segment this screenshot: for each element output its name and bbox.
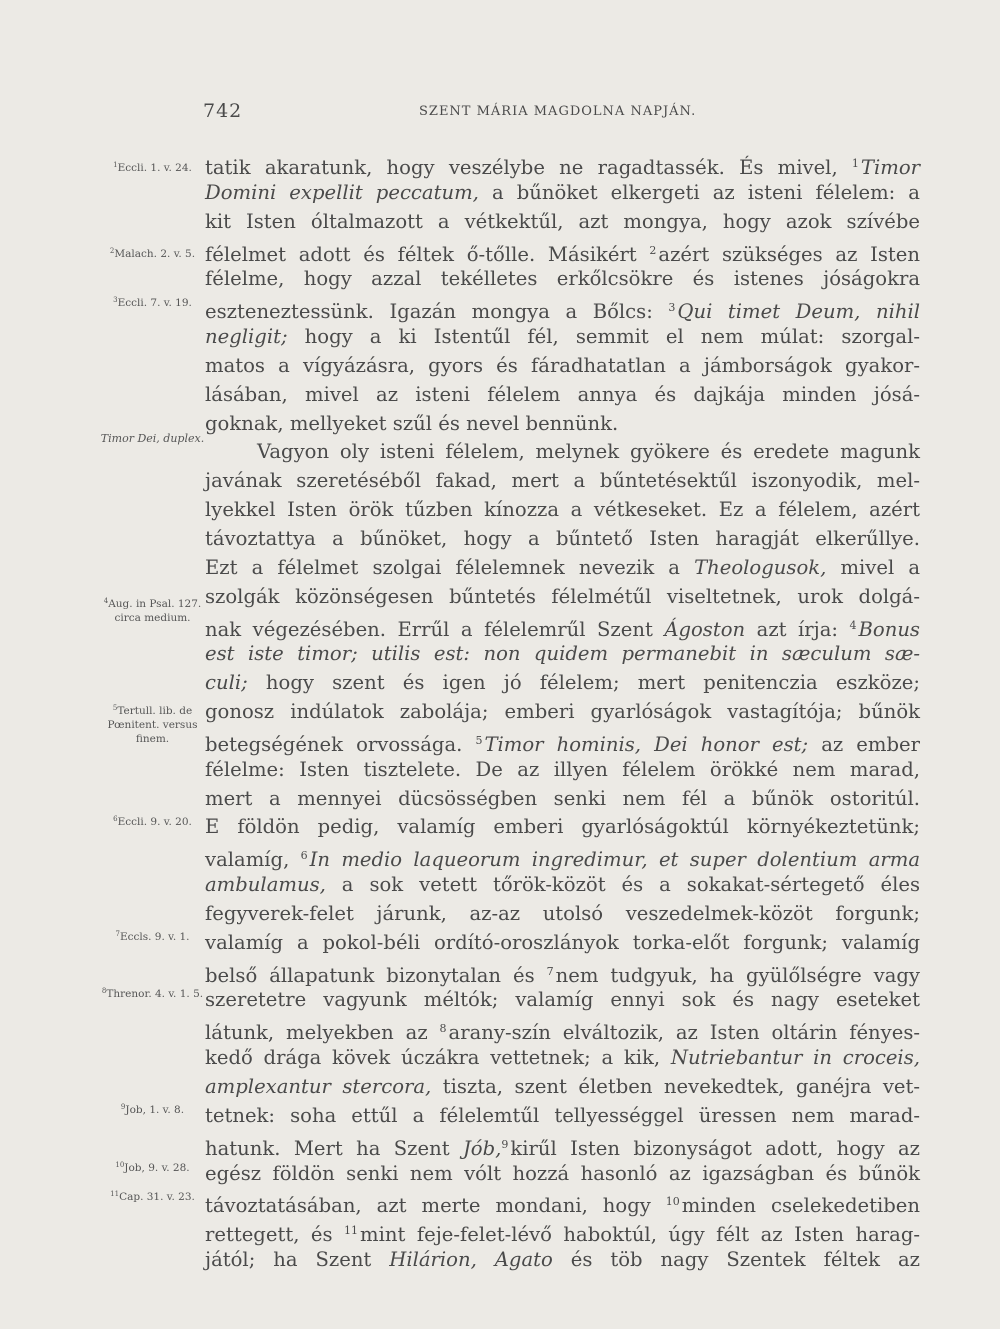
text-run: távoztatásában, azt merte mondani, hogy bbox=[205, 1194, 666, 1218]
text-run: lyekkel Isten örök tűzben kínozza a vétkeseket. Ez a félelem, azért bbox=[205, 498, 920, 522]
text-run: félelme, hogy azzal tekélletes erkőlcsökre és istenes jóságokra bbox=[205, 267, 920, 291]
text-run: azt írja: bbox=[745, 617, 850, 641]
text-run: gonosz indúlatok zabolája; emberi gyarlóságok vastagítója; bűnök bbox=[205, 700, 920, 724]
text-run: félelmet adott és féltek ő-tőlle. Másikért bbox=[205, 242, 650, 266]
text-run: fegyverek-felet járunk, az-az utolsó veszedelmek-közöt forgunk; bbox=[205, 901, 920, 925]
margin-note-8 bbox=[100, 984, 205, 1001]
margin-note-mark: 7 bbox=[115, 930, 120, 938]
margin-note-mark: 5 bbox=[112, 704, 118, 712]
text-line bbox=[205, 1246, 920, 1275]
text-line bbox=[205, 467, 920, 496]
text-run: valamíg, bbox=[205, 848, 301, 872]
text-run: rettegett, és bbox=[205, 1223, 345, 1247]
text-line bbox=[205, 1015, 920, 1044]
running-title: SZENT MÁRIA MAGDOLNA NAPJÁN. bbox=[419, 104, 697, 119]
latin-quote: amplexantur stercora, bbox=[205, 1075, 432, 1098]
margin-note-mark: 4 bbox=[103, 597, 109, 605]
text-line bbox=[205, 1160, 920, 1189]
footnote-mark: 10 bbox=[665, 1195, 680, 1209]
text-line bbox=[205, 813, 920, 842]
text-line bbox=[205, 1188, 920, 1217]
text-run: kit Isten óltalmazott a vétkektűl, azt mongya, hogy azok szívébe bbox=[205, 209, 920, 233]
latin-quote: Timor bbox=[860, 156, 920, 179]
footnote-mark: 1 bbox=[851, 157, 859, 170]
margin-note-1 bbox=[100, 158, 205, 175]
latin-quote: Nutriebantur in croceis, bbox=[670, 1046, 920, 1070]
text-run: betegségének orvossága. bbox=[205, 732, 476, 756]
text-run: szeretetre vagyunk méltók; valamíg ennyi sok és nagy eseteket bbox=[205, 988, 920, 1012]
text-run: valamíg a pokol-béli ordító-oroszlányok torka-előt forgunk; valamíg bbox=[205, 930, 920, 954]
margin-note-mark: 11 bbox=[110, 1190, 120, 1198]
text-run: nem tudgyuk, ha gyülőlségre vagy bbox=[555, 963, 920, 987]
text-line bbox=[205, 583, 920, 612]
margin-note-6 bbox=[100, 812, 205, 829]
margin-notes bbox=[0, 0, 205, 1329]
text-run: Vagyon oly isteni félelem, melynek gyökere és eredete magunk bbox=[257, 440, 920, 464]
text-line bbox=[205, 208, 920, 237]
latin-quote: Theologusok, bbox=[694, 555, 827, 579]
text-line bbox=[205, 727, 920, 756]
text-run: eszteneztessünk. Igazán mongya a Bőlcs: bbox=[205, 300, 669, 324]
margin-note-text: Malach. 2. v. 5. bbox=[114, 248, 196, 260]
text-run: mert a mennyei dücsösségben senki nem fél a bűnök ostoritúl. bbox=[205, 786, 920, 810]
body-text bbox=[205, 150, 920, 1275]
margin-note-text: Threnor. 4. v. 1. 5. bbox=[106, 988, 204, 1000]
text-run: hatunk. Mert ha Szent bbox=[205, 1136, 463, 1160]
margin-note-text: Aug. in Psal. 127. circa medium. bbox=[108, 598, 202, 624]
text-run: a sok vetett tőrök-közöt és a sokakat-sértegető éles bbox=[325, 873, 920, 897]
margin-note-7 bbox=[100, 927, 205, 944]
margin-note-mark: 8 bbox=[101, 987, 107, 995]
text-run: hogy szent és igen jó félelem; mert penitenczia eszköze; bbox=[247, 671, 920, 695]
text-run: látunk, melyekben az bbox=[205, 1021, 440, 1045]
text-line bbox=[205, 842, 920, 871]
text-line bbox=[205, 438, 920, 467]
text-line bbox=[205, 237, 920, 266]
margin-note-9 bbox=[100, 1100, 205, 1117]
latin-quote: Ágoston bbox=[664, 617, 746, 641]
latin-quote: negligit; bbox=[205, 325, 288, 349]
text-line bbox=[205, 612, 920, 641]
margin-note-mark: 9 bbox=[120, 1103, 126, 1111]
footnote-mark: 8 bbox=[439, 1022, 447, 1036]
margin-note-text: Eccls. 9. v. 1. bbox=[119, 931, 190, 943]
text-run: a bűnöket elkergeti az isteni félelem: a bbox=[478, 180, 920, 204]
margin-note-mark: 1 bbox=[113, 161, 118, 169]
text-run: nak végezésében. Errűl a félelemrűl Szent bbox=[205, 617, 665, 641]
footnote-mark: 7 bbox=[546, 964, 554, 978]
text-run: jától; ha Szent bbox=[205, 1248, 390, 1272]
margin-note-text: Tertull. lib. de Pœnitent. versus finem. bbox=[107, 705, 198, 745]
text-run: matos a vígyázásra, gyors és fáradhatatlan a jámborságok gyakor- bbox=[205, 353, 920, 377]
margin-note-text: Eccli. 1. v. 24. bbox=[117, 162, 192, 174]
text-run: tetnek: soha ettűl a félelemtűl tellyességgel üressen nem marad- bbox=[205, 1103, 920, 1127]
margin-note-2 bbox=[100, 244, 205, 261]
footnote-mark: 3 bbox=[668, 301, 676, 315]
latin-quote: Hilárion, Agato bbox=[389, 1248, 553, 1272]
text-line bbox=[205, 554, 920, 583]
text-run: azért szükséges az Isten bbox=[658, 242, 920, 266]
text-run: az ember bbox=[808, 732, 920, 756]
margin-note-3 bbox=[100, 293, 205, 310]
margin-note-mark: 3 bbox=[113, 296, 118, 304]
text-run: minden cselekedetiben bbox=[681, 1194, 920, 1218]
text-line bbox=[205, 698, 920, 727]
latin-quote: Domini expellit peccatum, bbox=[205, 180, 479, 204]
margin-note-mark: 6 bbox=[113, 815, 118, 823]
text-run: lásában, mivel az isteni félelem annya és dajkája minden jósá- bbox=[205, 382, 920, 406]
text-line bbox=[205, 352, 920, 381]
footnote-mark: 11 bbox=[344, 1224, 359, 1238]
text-line bbox=[205, 410, 920, 439]
margin-note-text: Eccli. 7. v. 19. bbox=[117, 297, 192, 309]
text-line bbox=[205, 294, 920, 323]
text-run: mivel a bbox=[826, 555, 920, 579]
latin-quote: Jób, bbox=[462, 1136, 502, 1160]
text-run: tatik akaratunk, hogy veszélybe ne ragadtassék. És mivel, bbox=[205, 156, 852, 179]
footnote-mark: 2 bbox=[649, 243, 657, 257]
text-line bbox=[205, 958, 920, 987]
text-line bbox=[205, 929, 920, 958]
latin-quote: ambulamus, bbox=[205, 873, 326, 897]
text-run: belső állapatunk bizonytalan és bbox=[205, 963, 547, 987]
latin-quote: Qui timet Deum, nihil bbox=[677, 300, 920, 324]
text-line bbox=[205, 381, 920, 410]
text-line bbox=[205, 900, 920, 929]
text-line bbox=[205, 323, 920, 352]
text-line bbox=[205, 1131, 920, 1160]
text-run: egész földön senki nem vólt hozzá hasonló az igazságban és bűnök bbox=[205, 1161, 920, 1185]
text-line bbox=[205, 525, 920, 554]
text-line bbox=[205, 496, 920, 525]
margin-note-mark: 2 bbox=[109, 247, 115, 255]
footnote-mark: 4 bbox=[849, 618, 857, 632]
text-run: hogy a ki Istentűl fél, semmit el nem múlat: szorgal- bbox=[287, 325, 920, 349]
latin-quote: Timor hominis, Dei honor est; bbox=[484, 732, 809, 756]
margin-note-text: Cap. 31. v. 23. bbox=[119, 1191, 195, 1203]
latin-quote: Bonus bbox=[858, 617, 920, 641]
margin-note-text: Timor Dei, duplex. bbox=[100, 432, 205, 445]
text-line bbox=[205, 986, 920, 1015]
text-run: félelme: Isten tisztelete. De az illyen félelem örökké nem marad, bbox=[205, 757, 920, 781]
footnote-mark: 6 bbox=[300, 849, 308, 863]
text-run: mint feje-felet-lévő haboktúl, úgy félt az Isten harag- bbox=[360, 1223, 920, 1247]
page-number: 742 bbox=[203, 100, 243, 122]
text-line bbox=[205, 640, 920, 669]
text-line bbox=[205, 265, 920, 294]
margin-note-4 bbox=[100, 594, 205, 625]
text-run: javának szeretéséből fakad, mert a bűntetésektűl iszonyodik, mel- bbox=[205, 469, 920, 493]
footnote-mark: 9 bbox=[501, 1137, 509, 1151]
margin-note-5 bbox=[100, 701, 205, 746]
margin-note-text: Job, 1. v. 8. bbox=[125, 1104, 185, 1116]
text-run: tiszta, szent életben nevekedtek, ganéjra vet- bbox=[431, 1075, 920, 1098]
margin-note-10 bbox=[100, 1158, 205, 1175]
text-run: és töb nagy Szentek féltek az bbox=[552, 1248, 920, 1272]
text-line bbox=[205, 1102, 920, 1131]
text-line bbox=[205, 669, 920, 698]
text-line bbox=[205, 150, 920, 179]
text-line bbox=[205, 179, 920, 208]
footnote-mark: 5 bbox=[475, 733, 483, 747]
text-run: kedő drága kövek úczákra vettetnek; a kik, bbox=[205, 1046, 671, 1070]
text-line bbox=[205, 785, 920, 814]
text-run: szolgák közönségesen bűntetés félelmétűl viseltetnek, urok dolgá- bbox=[205, 584, 920, 608]
margin-note-text: Job, 9. v. 28. bbox=[124, 1162, 190, 1174]
text-line bbox=[205, 871, 920, 900]
margin-note-timor-dei bbox=[100, 432, 205, 446]
text-line bbox=[205, 1044, 920, 1073]
margin-note-mark: 10 bbox=[115, 1161, 125, 1169]
text-run: arany-szín elváltozik, az Isten oltárin fényes- bbox=[448, 1021, 920, 1045]
margin-note-text: Eccli. 9. v. 20. bbox=[117, 816, 192, 828]
latin-quote: culi; bbox=[205, 671, 248, 695]
text-line bbox=[205, 1073, 920, 1102]
text-line bbox=[205, 756, 920, 785]
latin-quote: est iste timor; utilis est: non quidem permanebit in sæculum sæ- bbox=[205, 642, 920, 666]
latin-quote: In medio laqueorum ingredimur, et super dolentium arma bbox=[309, 848, 921, 872]
text-run: E földön pedig, valamíg emberi gyarlóságoktúl környékeztetünk; bbox=[205, 815, 920, 839]
text-run: goknak, mellyeket szűl és nevel bennünk. bbox=[205, 411, 619, 435]
text-run: távoztattya a bűnöket, hogy a bűntető Isten haragját elkerűllye. bbox=[205, 526, 920, 550]
text-line bbox=[205, 1217, 920, 1246]
margin-note-11 bbox=[100, 1187, 205, 1204]
text-run: Ezt a félelmet szolgai félelemnek nevezik a bbox=[205, 555, 695, 579]
text-run: kirűl Isten bizonyságot adott, hogy az bbox=[510, 1136, 921, 1160]
